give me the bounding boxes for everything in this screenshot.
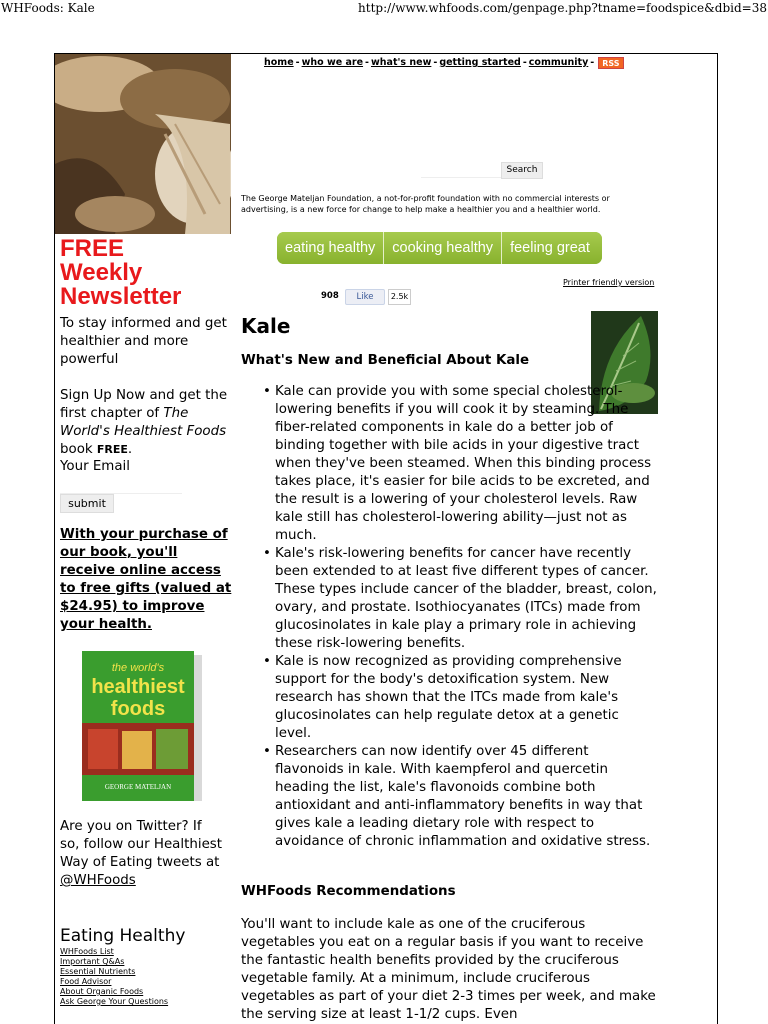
book-cover-image[interactable] [82, 651, 202, 803]
signup-text: Sign Up Now and get the first chapter of [60, 388, 228, 421]
twitter-text: Are you on Twitter? If so, follow our Healthiest Way of Eating tweets at [60, 819, 223, 870]
book-cover-line3: foods [110, 698, 166, 720]
mushroom-photo [55, 54, 231, 234]
search-button[interactable]: Search [501, 162, 543, 179]
search-input[interactable] [421, 162, 501, 178]
benefits-list [259, 383, 659, 851]
nav-getting-started[interactable]: getting started [439, 57, 521, 68]
list-item: • Kale can provide you with some special cholesterol-lowering benefits if you will cook it by steaming. The fiber-related components in kale do a better job of binding together with bile acids in your digestive tract when they've been steamed. When this binding process takes place, it's easier for bile acids to be excreted, and the result is a lowering of your cholesterol levels. Raw kale still has cholesterol-lowering ability—just not as much. [259, 383, 659, 545]
signup-text: . [127, 442, 133, 457]
eating-healthy-link[interactable]: Ask George Your Questions [60, 997, 169, 1006]
twitter-handle-link[interactable]: @WHFoods [60, 873, 136, 888]
eating-healthy-link[interactable]: WHFoods List [60, 947, 114, 956]
book-purchase-link[interactable]: With your purchase of our book, you'll receive online access to free gifts (valued at $24.95) to improve your health. [60, 527, 232, 632]
email-field[interactable] [60, 478, 182, 494]
print-page-url: http://www.whfoods.com/genpage.php?tname=foodspice&dbid=38 [358, 1, 767, 15]
eating-healthy-links [60, 947, 168, 1007]
eating-healthy-link[interactable]: Essential Nutrients [60, 967, 136, 976]
newsletter-title-line: Weekly [60, 259, 143, 286]
recommendation-paragraph: You'll want to include kale as one of the cruciferous vegetables you eat on a regular basis if you want to receive the fantastic health benefits provided by the cruciferous vegetable family. At a minimum, include cruciferous vegetables as part of your diet 2-3 times per week, and make the serving size at least 1-1/2 cups. Even [241, 917, 656, 1022]
page-title: Kale [241, 314, 291, 338]
nav-whats-new[interactable]: what's new [371, 57, 432, 68]
pill-feeling-great[interactable]: feeling great [502, 232, 602, 264]
section-heading-whats-new: What's New and Beneficial About Kale [241, 353, 530, 368]
submit-button[interactable]: submit [60, 494, 114, 513]
newsletter-title [60, 237, 181, 309]
rss-icon[interactable]: RSS [598, 57, 623, 69]
eating-healthy-link[interactable]: About Organic Foods [60, 987, 144, 996]
book-cover-author: GEORGE MATELJAN [104, 783, 172, 791]
pill-cooking-healthy[interactable]: cooking healthy [384, 232, 502, 264]
signup-book-title: The World's Healthiest Foods [60, 406, 227, 439]
section-pills [277, 232, 602, 264]
print-header [0, 0, 768, 20]
share-count: 2.5k [388, 289, 411, 305]
newsletter-title-line: Newsletter [60, 283, 182, 310]
print-page-title: WHFoods: Kale [1, 1, 95, 15]
nav-home[interactable]: home [264, 57, 294, 68]
newsletter-title-line: FREE [60, 235, 125, 262]
list-item: • Kale is now recognized as providing comprehensive support for the body's detoxification system. New research has shown that the ITCs made from kale's glucosinolates can help regulate detox at a genetic level. [259, 653, 659, 743]
nav-who-we-are[interactable]: who we are [301, 57, 364, 68]
printer-friendly-link[interactable]: Printer friendly version [563, 278, 655, 287]
book-cover-line2: healthiest [91, 676, 185, 698]
list-item: • Researchers can now identify over 45 different flavonoids in kale. With kaempferol and quercetin heading the list, kale's flavonoids combine both antioxidant and anti-inflammatory benefits in way that gives kale a leading dietary role with respect to avoidance of chronic inflammation and oxidative stress. [259, 743, 659, 851]
list-item: • Kale's risk-lowering benefits for cancer have recently been extended to at least five different types of cancer. These types include cancer of the bladder, breast, colon, ovary, and prostate. Isothiocyanates (ITCs) made from glucosinolates in kale play a primary role in achieving these risk-lowering benefits. [259, 545, 659, 653]
top-nav: home - who we are - what's new - getting started - community - RSS [264, 57, 624, 69]
foundation-blurb: The George Mateljan Foundation, a not-for-profit foundation with no commercial interests or advertising, is a new force for change to help make a healthier you and a healthier world. [241, 194, 610, 214]
pill-eating-healthy[interactable]: eating healthy [277, 232, 384, 264]
page-frame [54, 53, 718, 1024]
twitter-promo [60, 818, 225, 890]
like-count: 908 [321, 291, 339, 301]
like-button[interactable]: Like [345, 289, 385, 305]
book-cover-line1: the world's [111, 662, 165, 674]
signup-text: book [60, 442, 97, 457]
eating-healthy-title: Eating Healthy [60, 926, 186, 946]
newsletter-intro: To stay informed and get healthier and more powerful [60, 316, 227, 367]
email-label: Your Email [60, 459, 130, 474]
nav-community[interactable]: community [528, 57, 589, 68]
section-heading-recommendations: WHFoods Recommendations [241, 884, 456, 899]
newsletter-signup-text [60, 387, 230, 459]
eating-healthy-link[interactable]: Food Advisor [60, 977, 112, 986]
signup-free: FREE [96, 443, 128, 456]
printer-friendly [563, 278, 654, 287]
eating-healthy-link[interactable]: Important Q&As [60, 957, 125, 966]
